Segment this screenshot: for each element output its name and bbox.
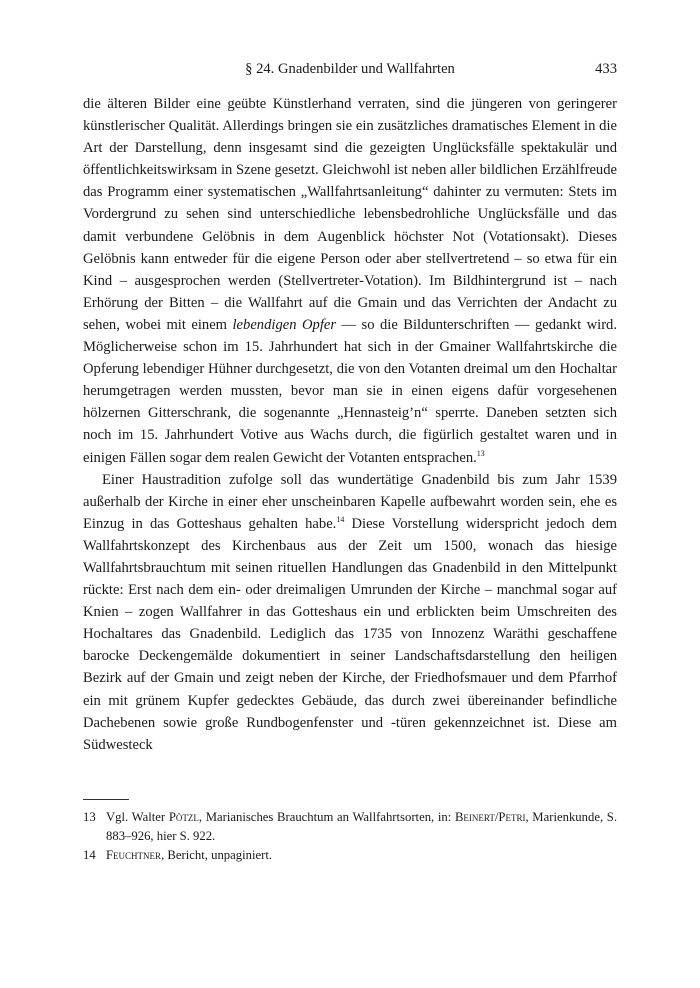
paragraph-2-text-a: Einer Haustradition zufolge soll das wundertätige Gnadenbild bis zum Jahr 1539 außerhalb der Kirche in einer eher unscheinbaren Kapelle aufbewahrt worden sein, ehe es Einzug in das Gotteshaus gehalten habe. — [83, 471, 617, 532]
paragraph-1-text-b: — so die Bildunterschriften — gedankt wird. Möglicherweise schon im 15. Jahrhundert hat sich in der Gmainer Wallfahrtskirche die Opferung lebendiger Hühner durchgesetzt, die von den Votanten dreimal um den Hochaltar herumgetragen werden mussten, bevor man sie in einen eigens dafür vorgesehenen hölzernen Gitterschrank, die sogenannte „Hennasteig’n“ sperrte. Daneben setzten sich noch im 15. Jahrhundert Votive aus Wachs durch, die figürlich gestaltet waren und in einigen Fällen sogar dem realen Gewicht der Votanten entsprachen. — [83, 316, 617, 466]
footnote-text — [106, 808, 617, 846]
footnote-text-part: / — [494, 810, 499, 824]
author-name: Beinert — [454, 810, 495, 824]
running-header — [83, 61, 617, 83]
paragraph-1-text-a: die älteren Bilder eine geübte Künstlerhand verraten, sind die jüngeren von geringerer künstlerischer Qualität. Allerdings bringen sie ein zusätzliches dramatisches Element in die Art der Darstellung, denn insgesamt sind die gezeigten Unglücksfälle spektakulär und öffentlichkeitswirksam in Szene gesetzt. Gleichwohl ist neben aller bildlichen Erzählfreude das Programm einer systematischen „Wallfahrtsanleitung“ dahinter zu vermuten: Stets im Vordergrund zu sehen sind unterschiedliche lebensbedrohliche Unglücksfälle und das damit verbundene Gelöbnis in dem Augenblick höchster Not (Votationsakt). Dieses Gelöbnis kann entweder für die eigene Person oder aber stellvertretend – so etwa für ein Kind – ausgesprochen werden (Stellvertreter-Votation). Im Bildhintergrund ist – nach Erhörung der Bitten – die Wallfahrt auf die Gmain und das Verrichten der Andacht zu sehen, wobei mit einem — [83, 96, 617, 333]
footnote-14 — [83, 846, 617, 865]
body-text — [83, 93, 617, 756]
italic-phrase: lebendigen Opfer — [232, 316, 337, 333]
page-number: 433 — [595, 61, 617, 77]
footnote-ref-14[interactable]: 14 — [336, 514, 345, 524]
footnote-number: 13 — [83, 810, 96, 824]
paragraph-2 — [83, 469, 617, 756]
footnotes — [83, 808, 617, 864]
footnote-text-part: , Marianisches Brauchtum an Wallfahrtsorten, in: — [198, 810, 452, 824]
author-name: Feuchtner — [106, 847, 162, 862]
paragraph-2-text-b: Diese Vorstellung widerspricht jedoch dem Wallfahrtskonzept des Kirchenbaus aus der Zeit um 1500, wonach das hiesige Wallfahrtsbrauchtum mit seinen rituellen Handlungen das Gnadenbild in den Mittelpunkt rückte: Erst nach dem ein- oder dreimaligen Umrunden der Kirche – manchmal sogar auf Knien – zogen Wallfahrer in das Gotteshaus ein und erblickten beim Umschreiten des Hochaltares das Gnadenbild. Lediglich das 1735 von Innozenz Waräthi geschaffene barocke Deckengemälde dokumentiert in seiner Landschaftsdarstellung den heiligen Bezirk auf der Gmain und zeigt neben der Kirche, der Friedhofsmauer und dem Pfarrhof ein mit grünem Kupfer gedecktes Gebäude, das durch zwei übereinander befindliche Dachebenen sowie große Rundbogenfenster und -türen gekennzeichnet ist. Diese am Südwesteck — [83, 515, 617, 753]
footnote-text-part: , Marienkunde, S. 883–926, hier S. 922. — [106, 810, 618, 843]
footnote-13 — [83, 808, 617, 846]
author-name: Petri — [498, 810, 526, 824]
running-head-title: § 24. Gnadenbilder und Wallfahrten — [245, 61, 455, 77]
footnote-text — [106, 846, 617, 865]
footnote-divider — [83, 799, 129, 800]
author-name: Pötzl — [168, 810, 199, 824]
footnote-text-part: , Bericht, unpaginiert. — [161, 847, 273, 862]
footnote-number: 14 — [83, 847, 96, 862]
footnote-text-part: Vgl. Walter — [106, 810, 166, 824]
footnote-ref-13[interactable]: 13 — [476, 448, 485, 458]
paragraph-1 — [83, 93, 617, 469]
